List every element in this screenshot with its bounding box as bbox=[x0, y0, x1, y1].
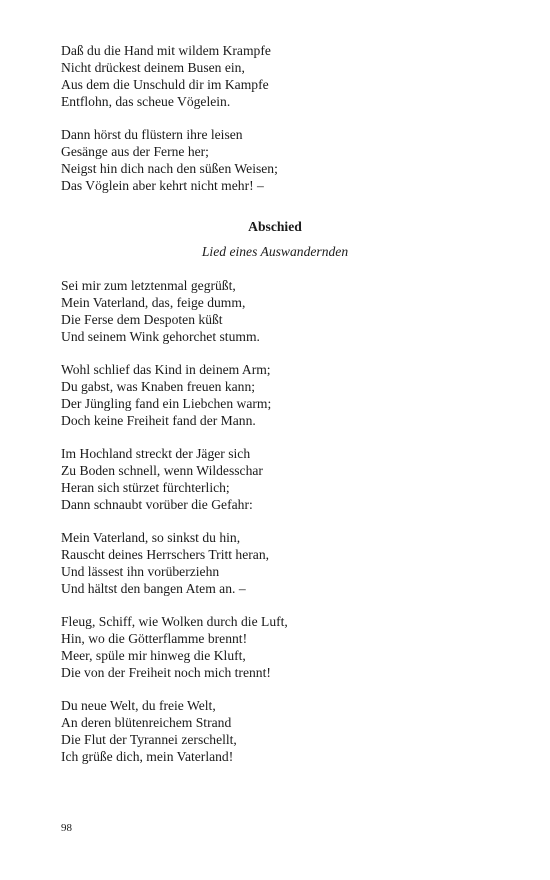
poem-line: Fleug, Schiff, wie Wolken durch die Luft, bbox=[61, 614, 288, 629]
poem-line: Hin, wo die Götterflamme brennt! bbox=[61, 631, 248, 646]
poem-line: Du gabst, was Knaben freuen kann; bbox=[61, 379, 256, 394]
poem-line: Zu Boden schnell, wenn Wildesschar bbox=[61, 463, 263, 478]
poem-line: Ich grüße dich, mein Vaterland! bbox=[61, 749, 234, 764]
poem-line: Gesänge aus der Ferne her; bbox=[61, 144, 209, 159]
poem-line: Der Jüngling fand ein Liebchen warm; bbox=[61, 396, 272, 411]
poem-line: Dann schnaubt vorüber die Gefahr: bbox=[61, 497, 253, 512]
poem-line: Die Ferse dem Despoten küßt bbox=[61, 312, 223, 327]
poem-line: Du neue Welt, du freie Welt, bbox=[61, 698, 216, 713]
poem-line: An deren blütenreichem Strand bbox=[61, 715, 232, 730]
poem-line: Meer, spüle mir hinweg die Kluft, bbox=[61, 648, 246, 663]
poem-line: Mein Vaterland, so sinkst du hin, bbox=[61, 530, 241, 545]
poem-line: Rauscht deines Herrschers Tritt heran, bbox=[61, 547, 270, 562]
poem-line: Doch keine Freiheit fand der Mann. bbox=[61, 413, 256, 428]
page-number: 98 bbox=[61, 822, 72, 834]
stanza-5 bbox=[61, 613, 491, 681]
poem-line: Und lässest ihn vorüberziehn bbox=[61, 564, 220, 579]
poem-line: Nicht drückest deinem Busen ein, bbox=[61, 60, 245, 75]
poem-line: Die Flut der Tyrannei zerschellt, bbox=[61, 732, 237, 747]
stanza-prev-1 bbox=[61, 42, 491, 110]
poem-line: Mein Vaterland, das, feige dumm, bbox=[61, 295, 246, 310]
stanza-1 bbox=[61, 277, 491, 345]
poem-line: Im Hochland streckt der Jäger sich bbox=[61, 446, 251, 461]
poem-line: Dann hörst du flüstern ihre leisen bbox=[61, 127, 243, 142]
poem-title: Abschied bbox=[248, 219, 302, 234]
stanza-3 bbox=[61, 445, 491, 513]
poem-line: Daß du die Hand mit wildem Krampfe bbox=[61, 43, 271, 58]
poem-line: Sei mir zum letztenmal gegrüßt, bbox=[61, 278, 236, 293]
stanza-prev-2 bbox=[61, 126, 491, 194]
poem-line: Neigst hin dich nach den süßen Weisen; bbox=[61, 161, 278, 176]
poem-line: Aus dem die Unschuld dir im Kampfe bbox=[61, 77, 269, 92]
stanza-4 bbox=[61, 529, 491, 597]
stanza-6 bbox=[61, 697, 491, 765]
poem-line: Entflohn, das scheue Vögelein. bbox=[61, 94, 231, 109]
poem-line: Wohl schlief das Kind in deinem Arm; bbox=[61, 362, 271, 377]
stanza-2 bbox=[61, 361, 491, 429]
poem-line: Die von der Freiheit noch mich trennt! bbox=[61, 665, 271, 680]
poem-line: Heran sich stürzet fürchterlich; bbox=[61, 480, 230, 495]
poem-line: Und hältst den bangen Atem an. – bbox=[61, 581, 246, 596]
poem-subtitle: Lied eines Auswandernden bbox=[201, 244, 349, 259]
poem-line: Das Vöglein aber kehrt nicht mehr! – bbox=[61, 178, 264, 193]
poem-line: Und seinem Wink gehorchet stumm. bbox=[61, 329, 260, 344]
